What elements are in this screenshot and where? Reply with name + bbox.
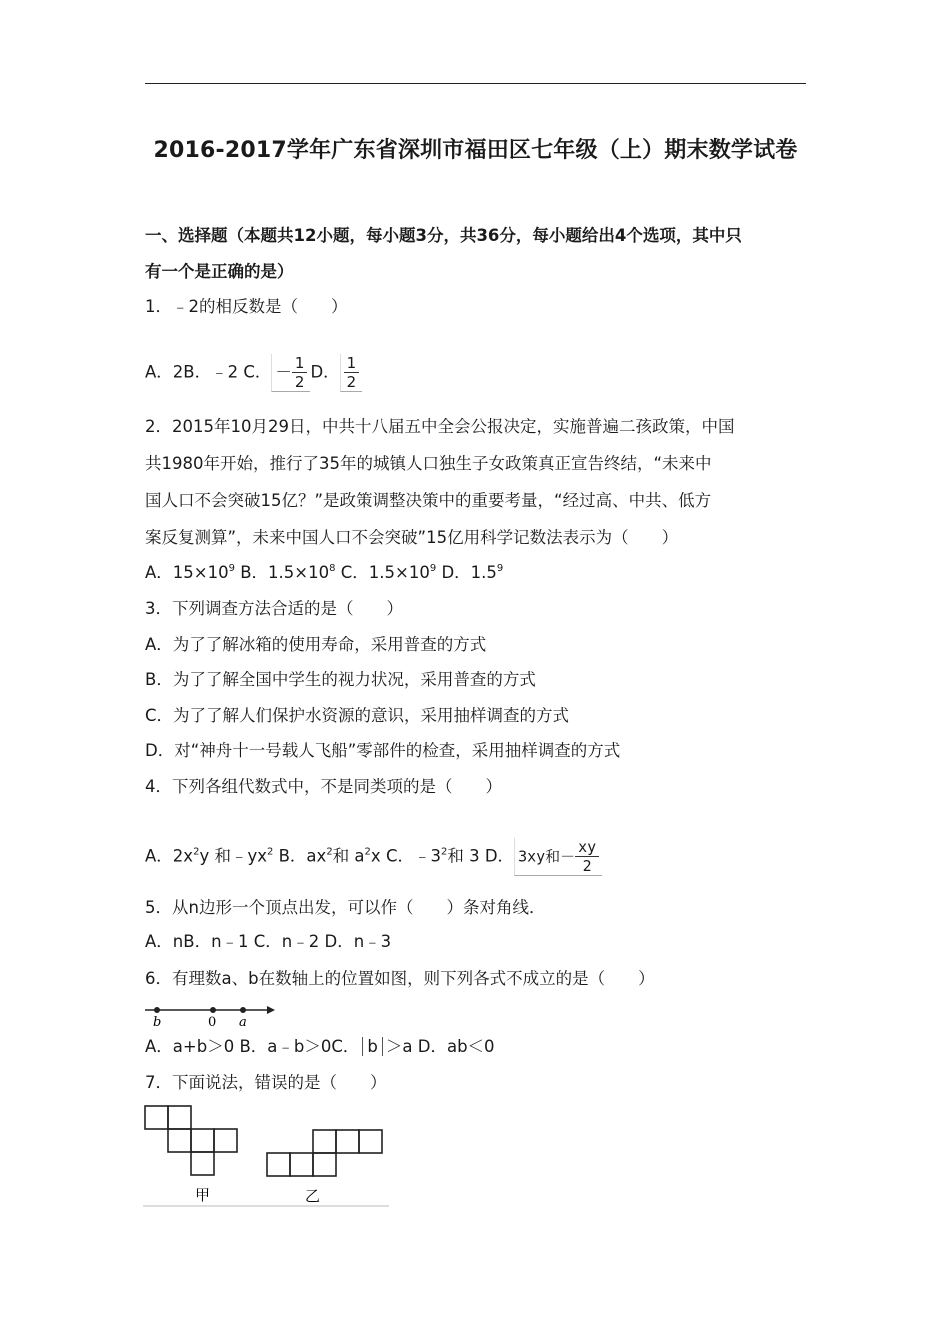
q3-option-c: C．为了了解人们保护水资源的意识，采用抽样调查的方式 — [145, 706, 570, 725]
q1-option-c-denominator: 2 — [294, 373, 305, 391]
q2-options — [145, 562, 503, 584]
q4-option-c-part1: C．﹣3 — [385, 846, 441, 866]
q4-option-b-part2: 和 a — [332, 846, 365, 866]
page-title: 2016-2017学年广东省深圳市福田区七年级（上）期末数学试卷 — [153, 138, 798, 163]
q4-option-b-part1: B．ax — [278, 846, 327, 866]
label-yi: 乙 — [305, 1187, 321, 1205]
q2-line3: 国人口不会突破15亿？”是政策调整决策中的重要考量，“经过高、中共、低方 — [145, 491, 712, 510]
q1-option-d-fraction — [340, 354, 363, 392]
net-yi-square — [290, 1153, 313, 1176]
net-jia-square — [214, 1129, 237, 1152]
q2-option-c: C．1.5×10 — [340, 563, 430, 582]
q1-option-d-numerator: 1 — [344, 354, 360, 373]
q1-option-d-denominator: 2 — [346, 373, 357, 391]
q4-option-a-exp1: 2 — [193, 846, 200, 858]
q4-options — [145, 838, 602, 876]
label-b: b — [153, 1015, 162, 1028]
q1-option-d-frac — [344, 354, 360, 391]
label-0: 0 — [208, 1015, 217, 1028]
q7-stem: 7．下面说法，错误的是（ ） — [145, 1073, 387, 1092]
q1-option-d: D． — [310, 362, 340, 382]
q1-options — [145, 354, 362, 392]
number-line-arrow-icon — [267, 1006, 275, 1014]
q6-option-b: B．a﹣b＞0 — [239, 1037, 332, 1056]
q3-option-d: D．对“神舟十一号载人飞船”零部件的检查，采用抽样调查的方式 — [145, 741, 621, 760]
q4-option-b-part3: x — [370, 846, 381, 866]
q4-option-b-exp2: 2 — [364, 846, 371, 858]
q6-option-d: D．ab＜0 — [417, 1037, 495, 1056]
header-rule — [145, 83, 806, 84]
q4-option-d-denominator: 2 — [582, 857, 592, 875]
q3-option-b: B．为了了解全国中学生的视力状况，采用普查的方式 — [145, 670, 536, 689]
q2-line2: 共1980年开始，推行了35年的城镇人口独生子女政策真正宣告终结，“未来中 — [145, 454, 712, 473]
section-heading-line2: 有一个是正确的是） — [145, 262, 294, 281]
q2-option-a: A．15×10 — [145, 563, 229, 582]
q2-line4: 案反复测算”，未来中国人口不会突破”15亿用科学记数法表示为（ ） — [145, 528, 679, 547]
net-jia-square — [191, 1129, 214, 1152]
point-a — [240, 1007, 246, 1013]
q2-option-b-exponent: 8 — [329, 563, 336, 574]
net-yi — [267, 1130, 382, 1176]
q4-option-c-part2: 和 3 — [447, 846, 480, 866]
q7-cube-nets-figure — [143, 1104, 391, 1208]
q1-option-c: C． — [243, 362, 272, 382]
q4-option-d: D． — [484, 846, 515, 866]
q1-option-c-fraction — [271, 354, 310, 392]
q4-option-d-numerator: xy — [575, 838, 599, 857]
net-yi-square — [313, 1130, 336, 1153]
q4-option-a-part2: y 和﹣yx — [199, 846, 267, 866]
label-jia: 甲 — [195, 1186, 211, 1204]
q1-option-a: A．2 — [145, 362, 184, 382]
q1-option-c-frac — [292, 354, 308, 391]
q2-option-d: D．1.5 — [441, 563, 497, 582]
q6-options — [145, 1036, 495, 1058]
q4-option-d-expr-text: 3xy和－ — [518, 847, 576, 866]
q2-option-b: B．1.5×10 — [240, 563, 330, 582]
net-jia — [145, 1106, 237, 1175]
q5-stem: 5．从n边形一个顶点出发，可以作（ ）条对角线． — [145, 898, 546, 917]
section-heading-line1: 一、选择题（本题共12小题，每小题3分，共36分，每小题给出4个选项，其中只 — [145, 226, 742, 245]
q6-number-line — [143, 1000, 277, 1028]
label-a: a — [239, 1015, 247, 1028]
q4-option-d-frac — [575, 838, 599, 875]
q4-option-a-part1: A．2x — [145, 846, 194, 866]
q1-option-b: B．﹣2 — [183, 362, 239, 382]
q1-option-c-numerator: 1 — [292, 354, 308, 373]
q4-option-d-expression — [514, 838, 602, 876]
q3-stem: 3．下列调查方法合适的是（ ） — [145, 599, 403, 618]
point-0 — [210, 1007, 216, 1013]
net-jia-square — [191, 1152, 214, 1175]
q4-option-a-exp2: 2 — [266, 846, 274, 858]
q6-option-a: A．a+b＞0 — [145, 1037, 235, 1056]
q1-option-c-sign: － — [275, 362, 292, 382]
q3-option-a: A．为了了解冰箱的使用寿命，采用普查的方式 — [145, 635, 487, 654]
point-b — [154, 1007, 160, 1013]
net-yi-square — [267, 1153, 290, 1176]
q1-stem: 1．﹣2的相反数是（ ） — [145, 297, 348, 316]
q6-option-c-rest: ＞a — [385, 1037, 413, 1056]
q4-option-c-exp1: 2 — [440, 846, 448, 858]
q2-option-d-exponent: 9 — [496, 563, 504, 574]
q6-stem: 6．有理数a、b在数轴上的位置如图，则下列各式不成立的是（ ） — [145, 969, 655, 988]
net-jia-square — [168, 1129, 191, 1152]
q6-option-c: C． — [331, 1037, 360, 1056]
net-yi-square — [359, 1130, 382, 1153]
net-jia-square — [168, 1106, 191, 1129]
q2-option-a-exponent: 9 — [228, 563, 235, 574]
q5-options: A．nB．n﹣1 C．n﹣2 D．n﹣3 — [145, 932, 392, 951]
net-yi-square — [336, 1130, 359, 1153]
q2-line1: 2．2015年10月29日，中共十八届五中全会公报决定，实施普遍二孩政策，中国 — [145, 417, 735, 436]
net-jia-square — [145, 1106, 168, 1129]
q4-stem: 4．下列各组代数式中，不是同类项的是（ ） — [145, 777, 502, 796]
q6-option-c-abs: b — [362, 1037, 382, 1056]
net-yi-square — [313, 1153, 336, 1176]
q4-option-b-exp1: 2 — [326, 846, 333, 858]
q2-option-c-exponent: 9 — [429, 563, 437, 574]
